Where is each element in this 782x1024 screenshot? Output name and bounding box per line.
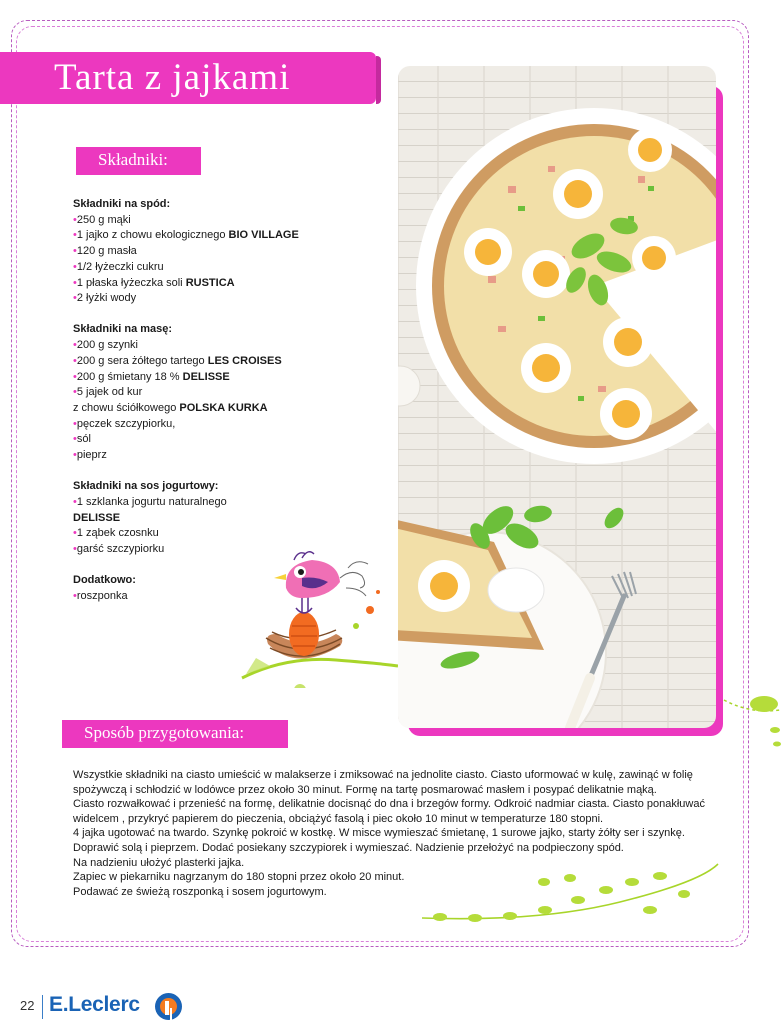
- ingredients-crust-heading: Składniki na spód:: [73, 198, 171, 210]
- method-line: Ciasto rozwałkować i przenieść na formę, delikatnie docisnąć do dna i brzegów formy. Odkroić nadmiar ciasta. Ciasto ponakłuwać: [73, 798, 705, 811]
- ingredient-item: •5 jajek od kur: [73, 386, 143, 399]
- ingredient-item: •garść szczypiorku: [73, 543, 165, 556]
- vine-decoration-right: [720, 690, 782, 780]
- ingredients-filling-heading: Składniki na masę:: [73, 323, 173, 336]
- ingredient-item: •2 łyżki wody: [73, 292, 137, 305]
- method-line: Na nadzieniu ułożyć plasterki jajka.: [73, 856, 245, 869]
- method-line: widelcem , przykryć papierem do pieczenia, obciążyć fasolą i piec około 10 minut w temperaturze 180 stopni.: [73, 812, 604, 825]
- ingredient-item: •200 g śmietany 18 % DELISSE: [73, 370, 230, 383]
- footer-divider: [42, 995, 43, 1019]
- page-footer: [0, 990, 782, 1024]
- leclerc-logo-icon: [155, 993, 182, 1020]
- ingredient-item-continuation: DELISSE: [73, 511, 121, 524]
- tart-photo-image: [398, 66, 716, 728]
- tart-photo: [398, 66, 716, 728]
- method-line: Zapiec w piekarniku nagrzanym do 180 stopni przez około 20 minut.: [73, 871, 405, 884]
- ingredient-item: •1 płaska łyżeczka soli RUSTICA: [73, 276, 235, 289]
- ingredients-crust-group: [73, 197, 403, 307]
- ingredients-filling-group: [73, 322, 403, 463]
- ingredient-item: •200 g sera żółtego tartego LES CROISES: [73, 354, 282, 367]
- ingredient-item: •120 g masła: [73, 245, 137, 258]
- ingredient-item: •1 ząbek czosnku: [73, 527, 159, 540]
- page-number: 22: [20, 998, 35, 1013]
- method-line: Wszystkie składniki na ciasto umieścić w malakserze i zmiksować na jednolite ciasto. Ciasto uformować w kulę, zawinąć w folię: [73, 769, 693, 781]
- ingredient-item: •roszponka: [73, 589, 128, 602]
- ingredient-item: •sól: [73, 433, 91, 446]
- method-text: [73, 768, 713, 899]
- ingredients-extra-heading: Dodatkowo:: [73, 574, 136, 587]
- recipe-title: Tarta z jajkami: [54, 57, 291, 98]
- bird-nest-illustration: [236, 548, 400, 688]
- ingredient-item-continuation: z chowu ściółkowego POLSKA KURKA: [73, 401, 268, 414]
- ingredient-item: •pieprz: [73, 449, 107, 462]
- ingredient-item: •pęczek szczypiorku,: [73, 417, 176, 430]
- title-banner: [0, 52, 376, 104]
- method-line: spożywczą i schłodzić w lodówce przez około 30 minut. Formę na tartę posmarować masłem i posypać delikatnie mąką.: [73, 783, 657, 796]
- method-label: Sposób przygotowania:: [62, 720, 288, 748]
- ingredient-item: •1 szklanka jogurtu naturalnego: [73, 495, 227, 508]
- ingredients-sauce-heading: Składniki na sos jogurtowy:: [73, 480, 219, 493]
- ingredient-item: •250 g mąki: [73, 213, 131, 226]
- ingredient-item: •1 jajko z chowu ekologicznego BIO VILLAGE: [73, 229, 299, 242]
- leclerc-logo-text: E.Leclerc: [49, 993, 140, 1016]
- ingredient-item: •200 g szynki: [73, 339, 139, 352]
- method-line: 4 jajka ugotować na twardo. Szynkę pokroić w kostkę. W misce wymieszać śmietanę, 1 surowe jajko, starty żółty ser i szynkę.: [73, 827, 685, 840]
- ingredient-item: •1/2 łyżeczki cukru: [73, 260, 164, 273]
- method-line: Podawać ze świeżą roszponką i sosem jogurtowym.: [73, 885, 327, 898]
- method-line: Doprawić solą i pieprzem. Dodać posiekany szczypiorek i wymieszać. Nadzienie przełożyć na podpieczony spód.: [73, 841, 624, 854]
- ingredients-sauce-group: [73, 479, 403, 558]
- ingredients-label: Składniki:: [76, 147, 201, 175]
